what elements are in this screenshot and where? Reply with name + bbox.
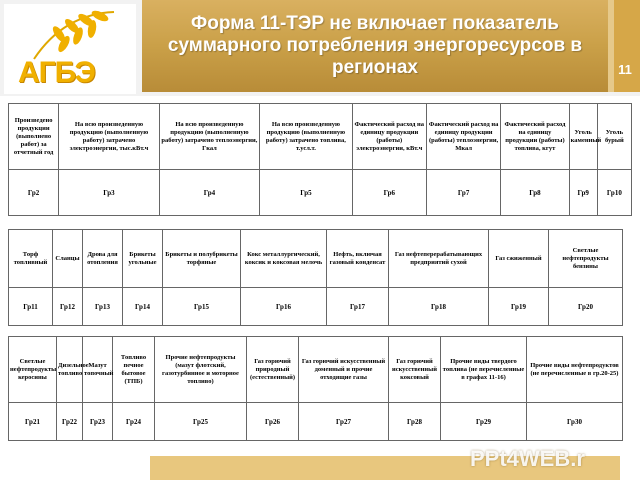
- header-cell: Фактический расход на единицу продукции (работы) топлива, кгут: [501, 104, 569, 170]
- code-cell: Гр18: [389, 288, 489, 326]
- code-cell: Гр11: [9, 288, 53, 326]
- header-cell: Прочие нефтепродукты (мазут флотский, газотурбинное и моторное топливо): [155, 337, 247, 403]
- table-header-row: [9, 230, 623, 288]
- header-cell: Уголь каменный: [569, 104, 597, 170]
- code-cell: Гр28: [389, 403, 441, 441]
- table-columns-2-10: [8, 103, 632, 216]
- header-cell: Сланцы: [53, 230, 83, 288]
- header-cell: На всю произведенную продукцию (выполненную работу) затрачено теплоэнергии, Гкал: [159, 104, 259, 170]
- header-cell: Нефть, включая газовый конденсат: [327, 230, 389, 288]
- title-box: [142, 0, 614, 92]
- header-cell: Газ сжиженный: [489, 230, 549, 288]
- table-code-row: [9, 403, 623, 441]
- header-cell: Фактический расход на единицу продукции (работы) электроэнергии, кВт.ч: [352, 104, 426, 170]
- code-cell: Гр14: [123, 288, 163, 326]
- header-cell: Газ горючий природный (естественный): [247, 337, 299, 403]
- code-cell: Гр27: [299, 403, 389, 441]
- code-cell: Гр21: [9, 403, 57, 441]
- code-cell: Гр7: [426, 170, 500, 216]
- header-cell: Газ горючий искусственный коксовый: [389, 337, 441, 403]
- header-cell: Светлые нефтепродукты керосины: [9, 337, 57, 403]
- code-cell: Гр17: [327, 288, 389, 326]
- code-cell: Гр19: [489, 288, 549, 326]
- code-cell: Гр6: [352, 170, 426, 216]
- header-cell: На всю произведенную продукцию (выполненную работу) затрачено топлива, т.усл.т.: [260, 104, 352, 170]
- table-header-row: [9, 104, 632, 170]
- header-cell: Произведено продукции (выполнено работ) за отчетный год: [9, 104, 59, 170]
- code-cell: Гр2: [9, 170, 59, 216]
- header-cell: Прочие виды твердого топлива (не перечисленные в графах 11-16): [441, 337, 527, 403]
- watermark: PPt4WEB.r: [470, 446, 585, 471]
- table-columns-21-30: [8, 336, 623, 441]
- page-number: 11: [618, 62, 632, 77]
- code-cell: Гр22: [57, 403, 83, 441]
- table-columns-11-20: [8, 229, 623, 326]
- header-cell: Дрова для отопления: [83, 230, 123, 288]
- header-cell: Кокс металлургический, коксик и коксовая мелочь: [241, 230, 327, 288]
- header-cell: Уголь бурый: [597, 104, 631, 170]
- table-code-row: [9, 288, 623, 326]
- code-cell: Гр20: [549, 288, 623, 326]
- header-cell: Торф топливный: [9, 230, 53, 288]
- code-cell: Гр30: [527, 403, 623, 441]
- header-cell: На всю произведенную продукцию (выполненную работу) затрачено электроэнергии, тыс.кВт.ч: [59, 104, 159, 170]
- header-cell: Газ горючий искусственный доменный и прочие отходящие газы: [299, 337, 389, 403]
- code-cell: Гр25: [155, 403, 247, 441]
- code-cell: Гр9: [569, 170, 597, 216]
- header-cell: Брикеты угольные: [123, 230, 163, 288]
- header-cell: Мазут топочный: [83, 337, 113, 403]
- header-cell: Светлые нефтепродукты бензины: [549, 230, 623, 288]
- header-cell: Брикеты и полубрикеты торфяные: [163, 230, 241, 288]
- code-cell: Гр10: [597, 170, 631, 216]
- code-cell: Гр26: [247, 403, 299, 441]
- slide-title: Форма 11-ТЭР не включает показатель суммарного потребления энергоресурсов в регионах: [167, 13, 583, 78]
- logo: [4, 4, 136, 94]
- code-cell: Гр29: [441, 403, 527, 441]
- code-cell: Гр5: [260, 170, 352, 216]
- table-code-row: [9, 170, 632, 216]
- code-cell: Гр4: [159, 170, 259, 216]
- header-cell: Прочие виды нефтепродуктов (не перечисленные в гр.20-25): [527, 337, 623, 403]
- code-cell: Гр24: [113, 403, 155, 441]
- code-cell: Гр16: [241, 288, 327, 326]
- code-cell: Гр13: [83, 288, 123, 326]
- header-cell: Топливо печное бытовое (ТПБ): [113, 337, 155, 403]
- code-cell: Гр8: [501, 170, 569, 216]
- wheat-icon: [4, 4, 136, 64]
- logo-text: АГБЭ: [18, 56, 95, 89]
- header-cell: Фактический расход на единицу продукции (работы) теплоэнергии, Мкал: [426, 104, 500, 170]
- header-cell: Дизельное топливо: [57, 337, 83, 403]
- code-cell: Гр23: [83, 403, 113, 441]
- code-cell: Гр15: [163, 288, 241, 326]
- code-cell: Гр3: [59, 170, 159, 216]
- right-accent-bar: [614, 0, 640, 92]
- header-cell: Газ нефтеперерабатывающих предприятий сухой: [389, 230, 489, 288]
- code-cell: Гр12: [53, 288, 83, 326]
- table-header-row: [9, 337, 623, 403]
